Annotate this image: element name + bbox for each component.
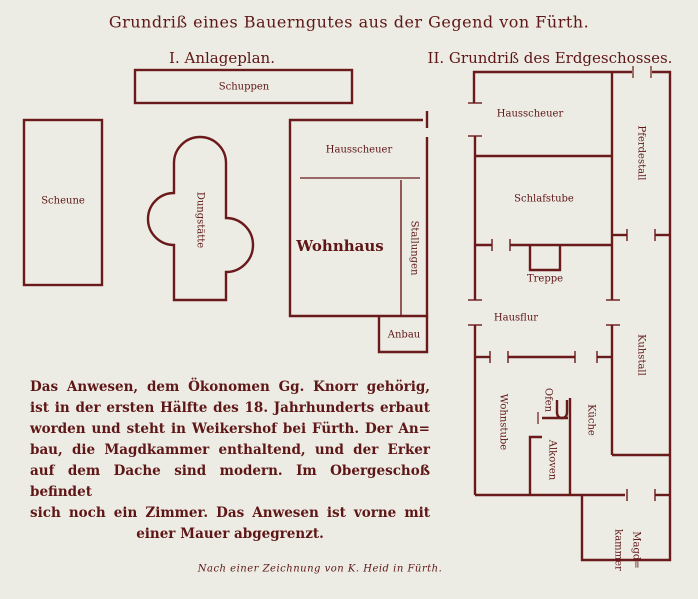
description-paragraph (30, 377, 430, 545)
stove-outline (557, 400, 567, 418)
label-schuppen: Schuppen (218, 81, 270, 93)
label-kueche: Küche (585, 404, 597, 436)
label-stallungen: Stallungen (408, 220, 420, 276)
label-magdkammer-1: Magd= (630, 531, 642, 569)
description-line: worden und steht in Weikershof bei Fürth. Der An= (30, 421, 430, 437)
label-wohnstube: Wohnstube (497, 393, 509, 451)
label-magdkammer-2: kammer (612, 529, 624, 571)
description-line: auf dem Dache sind modern. Im Obergeschoß befindet (30, 463, 430, 500)
page-title: Grundriß eines Bauerngutes aus der Gegend von Fürth. (108, 12, 590, 32)
description-line: sich noch ein Zimmer. Das Anwesen ist vorne mit (30, 505, 430, 521)
label-hausflur: Hausflur (493, 312, 539, 324)
stair-outline (530, 245, 560, 270)
drawing-credit: Nach einer Zeichnung von K. Heid in Fürth. (197, 563, 443, 575)
section-heading-ground-floor: II. Grundriß des Erdgeschosses. (427, 49, 673, 67)
label-dungstaette: Dungstätte (194, 191, 206, 249)
label-pferdestall: Pferdestall (635, 125, 647, 181)
label-schlafstube: Schlafstube (514, 193, 574, 205)
label-treppe: Treppe (526, 273, 564, 285)
label-alkoven: Alkoven (546, 439, 558, 481)
description-line: einer Mauer abgegrenzt. (136, 526, 324, 542)
label-hausscheuer: Hausscheuer (496, 108, 564, 120)
section-heading-site-plan: I. Anlageplan. (169, 49, 275, 67)
description-line: bau, die Magdkammer enthaltend, und der Erker (30, 442, 430, 458)
description-line: ist in der ersten Hälfte des 18. Jahrhunderts erbaut (30, 400, 430, 416)
label-ofen: Ofen (542, 387, 554, 413)
label-scheune: Scheune (41, 195, 85, 207)
description-line: Das Anwesen, dem Ökonomen Gg. Knorr gehörig, (30, 379, 430, 395)
label-anbau: Anbau (387, 329, 421, 341)
label-kuhstall: Kuhstall (635, 334, 647, 376)
label-wohnhaus: Wohnhaus (296, 237, 384, 255)
label-hausscheuer-site: Hausscheuer (325, 144, 393, 156)
